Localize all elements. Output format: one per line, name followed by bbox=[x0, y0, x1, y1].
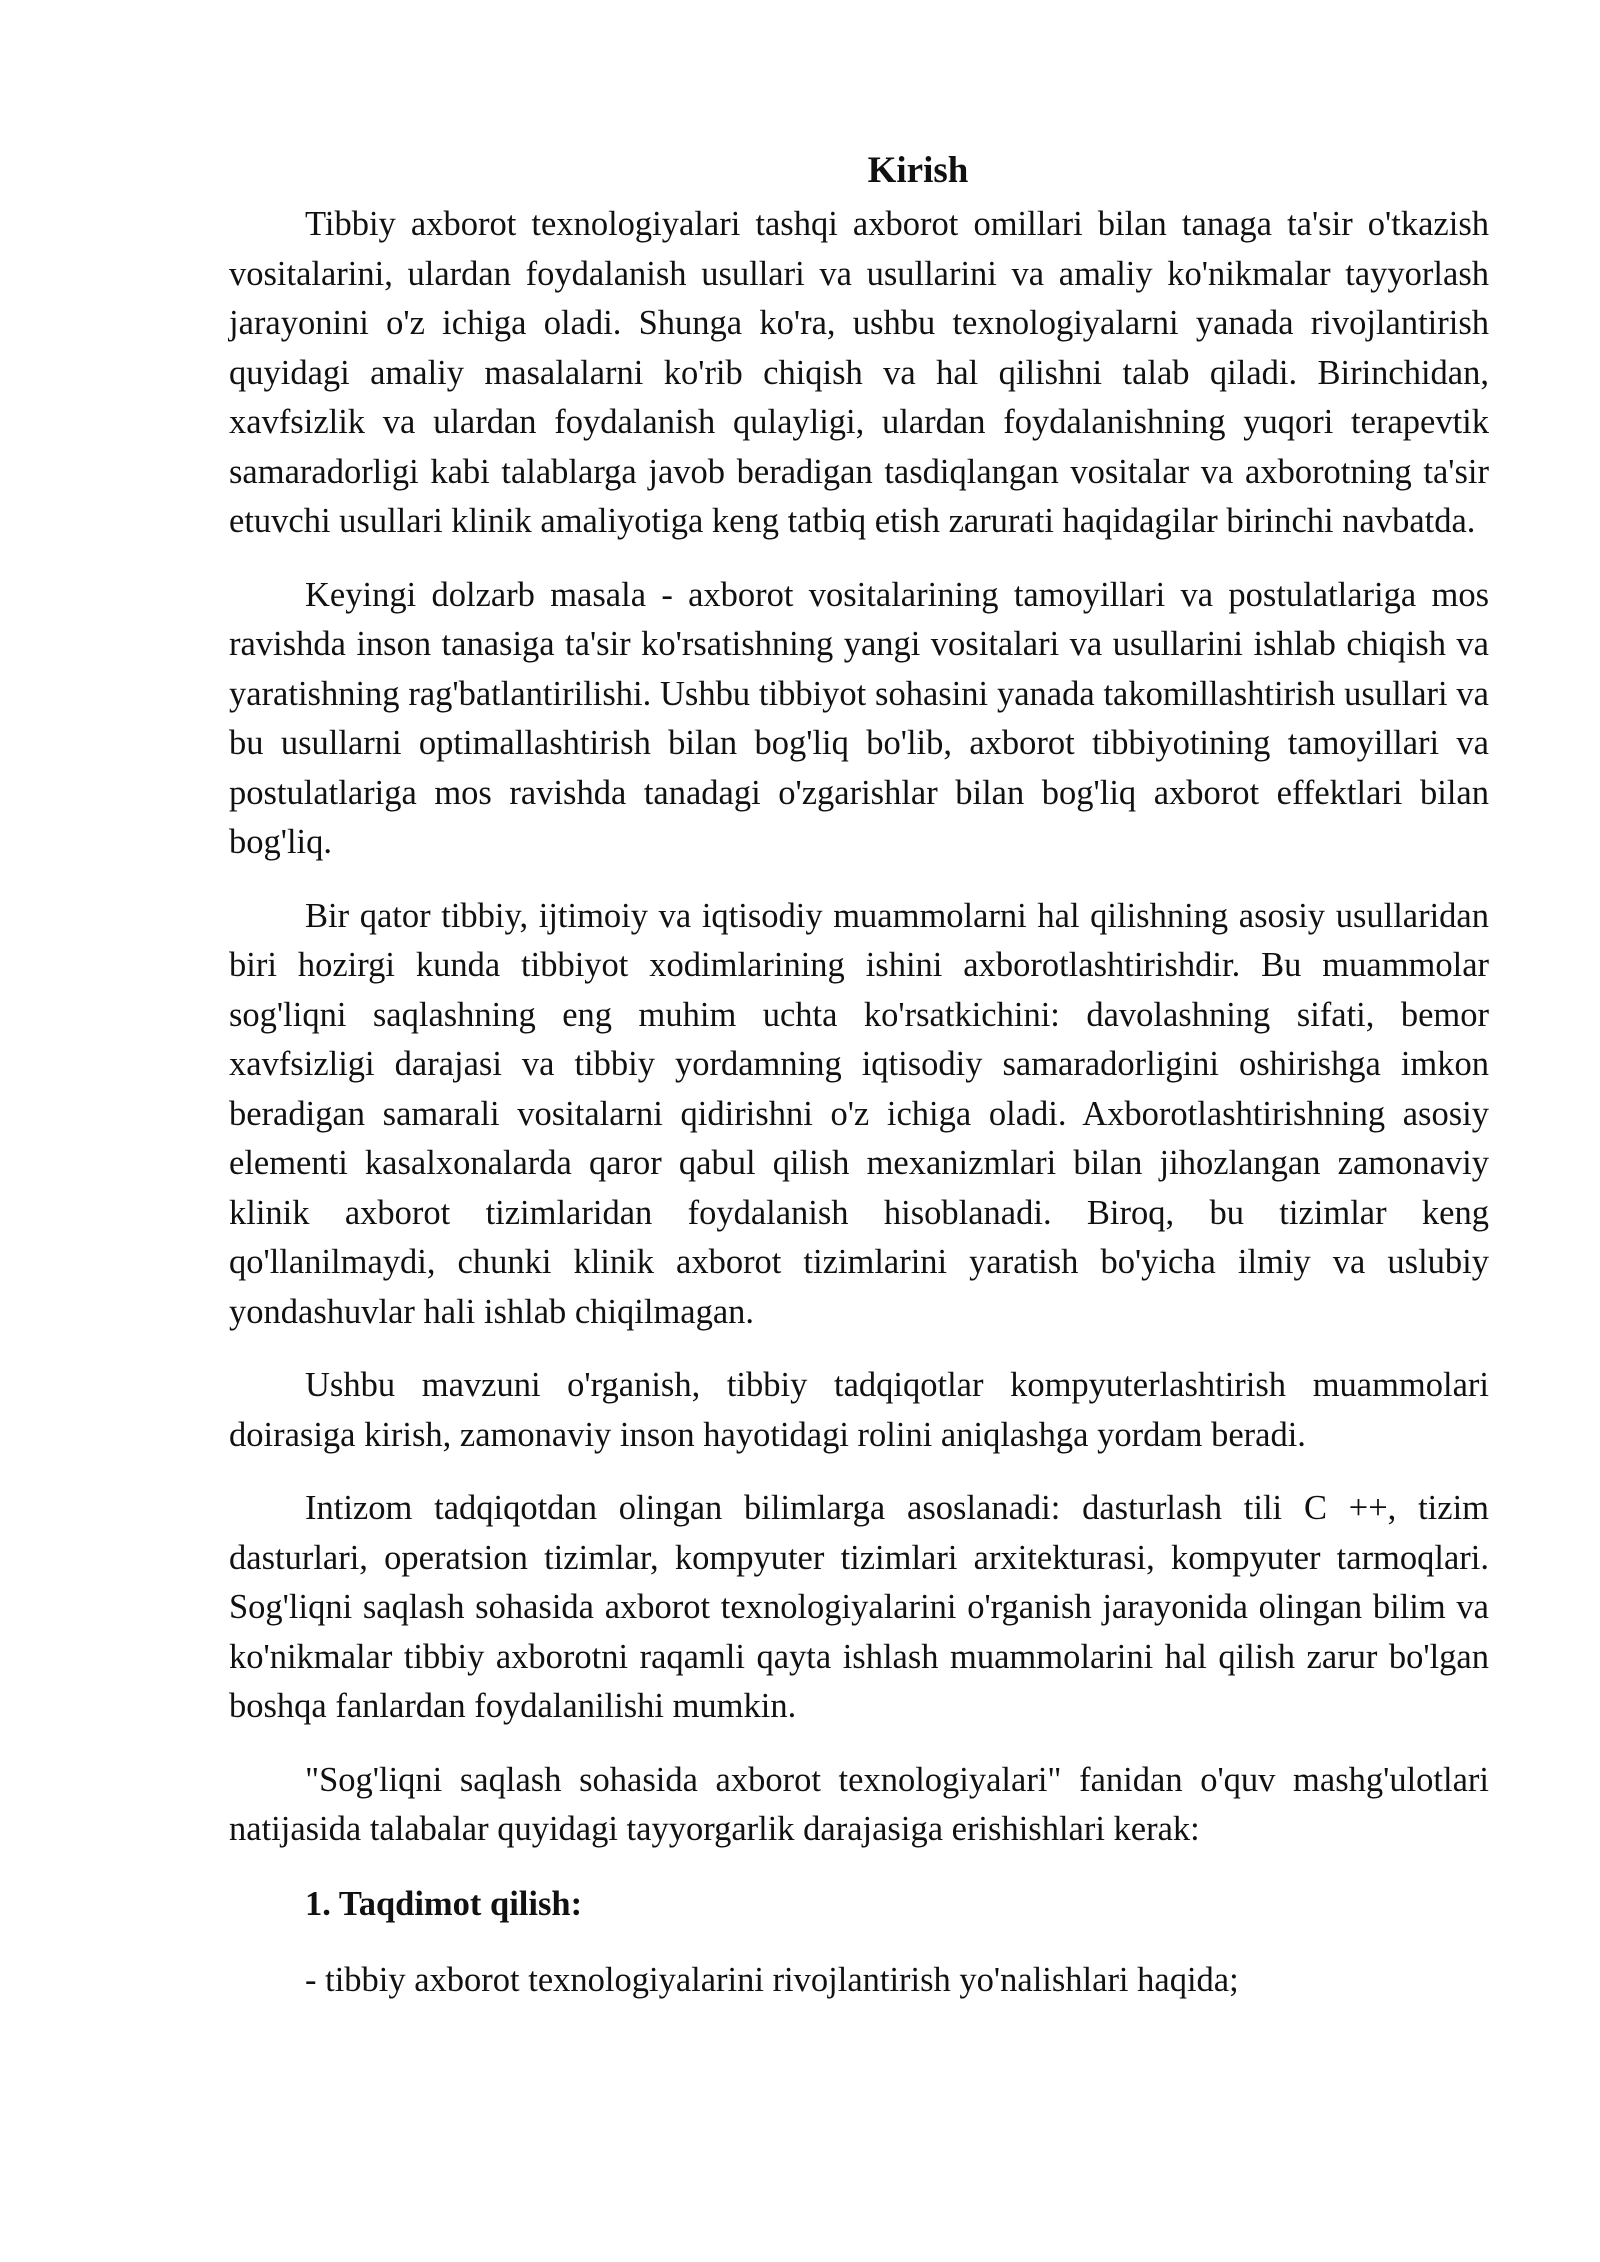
paragraph-5: Intizom tadqiqotdan olingan bilimlarga asoslanadi: dasturlash tili C ++, tizim dasturlari, operatsion tizimlar, kompyuter tizimlari arxitekturasi, kompyuter tarmoqlari. Sog'liqni saqlash sohasida axborot texnologiyalarini o'rganish jarayonida olingan bilim va ko'nikmalar tibbiy axborotni raqamli qayta ishlash muammolarini hal qilish zarur bo'lgan boshqa fanlardan foydalanilishi mumkin. bbox=[229, 1489, 1489, 1725]
page-title: Kirish bbox=[867, 150, 969, 191]
list-item: - tibbiy axborot texnologiyalarini rivojlantirish yo'nalishlari haqida; bbox=[305, 1960, 1239, 1999]
document-body bbox=[229, 146, 1489, 2005]
paragraph-6: "Sog'liqni saqlash sohasida axborot texnologiyalari" fanidan o'quv mashg'ulotlari natijasida talabalar quyidagi tayyorgarlik darajasiga erishishlari kerak: bbox=[229, 1760, 1489, 1848]
paragraph-4: Ushbu mavzuni o'rganish, tibbiy tadqiqotlar kompyuterlashtirish muammolari doirasiga kirish, zamonaviy inson hayotidagi rolini aniqlashga yordam beradi. bbox=[229, 1366, 1489, 1454]
paragraph-1: Tibbiy axborot texnologiyalari tashqi axborot omillari bilan tanaga ta'sir o'tkazish vositalarini, ulardan foydalanish usullari va usullarini va amaliy ko'nikmalar tayyorlash jarayonini o'z ichiga oladi. Shunga ko'ra, ushbu texnologiyalarni yanada rivojlantirish quyidagi amaliy masalalarni ko'rib chiqish va hal qilishni talab qiladi. Birinchidan, xavfsizlik va ulardan foydalanish qulayligi, ulardan foydalanishning yuqori terapevtik samaradorligi kabi talablarga javob beradigan tasdiqlangan vositalar va axborotning ta'sir etuvchi usullari klinik amaliyotiga keng tatbiq etish zarurati haqidagilar birinchi navbatda. bbox=[229, 205, 1489, 540]
paragraph-3: Bir qator tibbiy, ijtimoiy va iqtisodiy muammolarni hal qilishning asosiy usullaridan biri hozirgi kunda tibbiyot xodimlarining ishini axborotlashtirishdir. Bu muammolar sog'liqni saqlashning eng muhim uchta ko'rsatkichini: davolashning sifati, bemor xavfsizligi darajasi va tibbiy yordamning iqtisodiy samaradorligini oshirishga imkon beradigan samarali vositalarni qidirishni o'z ichiga oladi. Axborotlashtirishning asosiy elementi kasalxonalarda qaror qabul qilish mexanizmlari bilan jihozlangan zamonaviy klinik axborot tizimlaridan foydalanish hisoblanadi. Biroq, bu tizimlar keng qo'llanilmaydi, chunki klinik axborot tizimlarini yaratish bo'yicha ilmiy va uslubiy yondashuvlar hali ishlab chiqilmagan. bbox=[229, 896, 1489, 1331]
section-heading: 1. Taqdimot qilish: bbox=[305, 1884, 583, 1923]
paragraph-2: Keyingi dolzarb masala - axborot vositalarining tamoyillari va postulatlariga mos ravishda inson tanasiga ta'sir ko'rsatishning yangi vositalari va usullarini ishlab chiqish va yaratishning rag'batlantirilishi. Ushbu tibbiyot sohasini yanada takomillashtirish usullari va bu usullarni optimallashtirish bilan bog'liq bo'lib, axborot tibbiyotining tamoyillari va postulatlariga mos ravishda tanadagi o'zgarishlar bilan bog'liq axborot effektlari bilan bog'liq. bbox=[229, 575, 1489, 861]
